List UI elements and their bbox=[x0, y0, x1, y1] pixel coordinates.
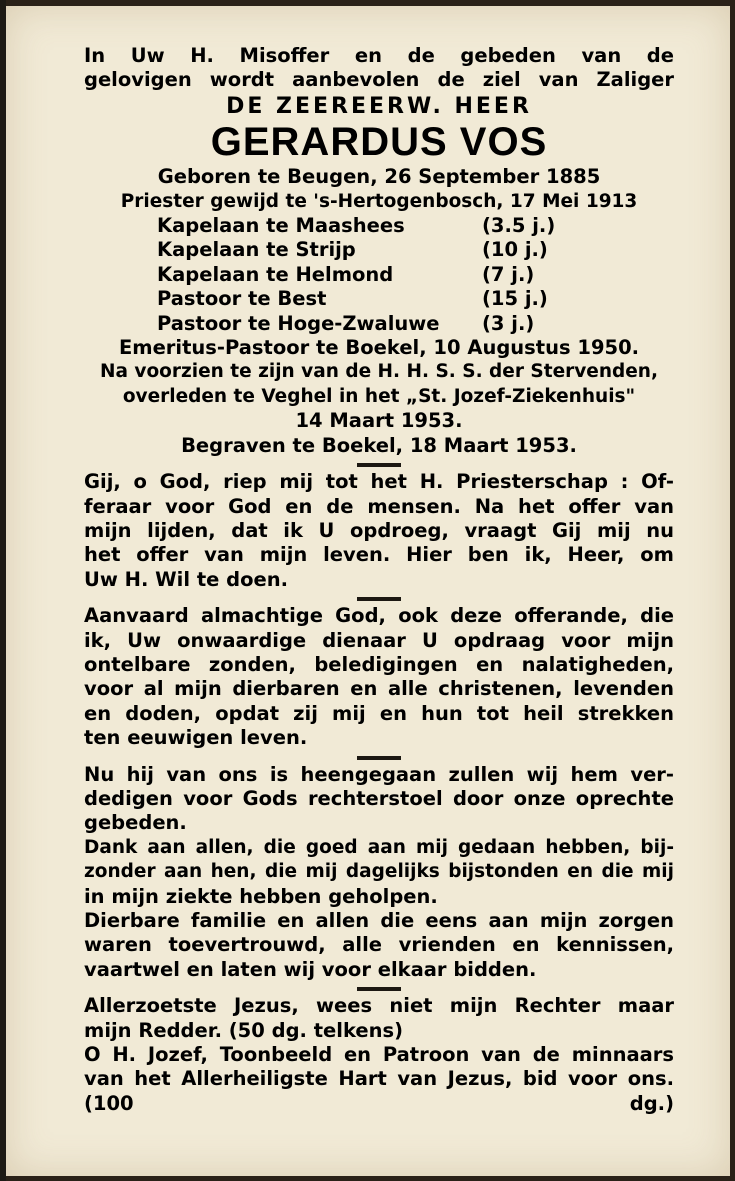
death-line-1: Na voorzien te zijn van de H. H. S. S. der Stervenden, bbox=[100, 361, 658, 383]
ordination-line: Priester gewijd te 's-Hertogenbosch, 17 Mei 1913 bbox=[120, 190, 638, 212]
paragraph-line: zonder aan hen, die mij dagelijks bijstonden en die mij bbox=[84, 861, 674, 883]
paragraph-line: dedigen voor Gods rechterstoel door onze oprechte bbox=[84, 786, 674, 810]
paragraph-line: Dierbare familie en allen die eens aan mijn zorgen bbox=[84, 909, 674, 932]
paragraph-line: vaartwel en laten wij voor elkaar bidden. bbox=[84, 957, 537, 981]
paragraph-line: Aanvaard almachtige God, ook deze offerande, die bbox=[84, 604, 674, 628]
divider bbox=[357, 463, 401, 467]
post-years: (7 j.) bbox=[482, 262, 535, 286]
intro-line-1: In Uw H. Misoffer en de gebeden van de bbox=[84, 44, 674, 67]
card-text bbox=[84, 44, 674, 1116]
burial-line: Begraven te Boekel, 18 Maart 1953. bbox=[181, 433, 577, 457]
post-role: Kapelaan te Helmond bbox=[157, 262, 394, 286]
paragraph-line: het offer van mijn leven. Hier ben ik, Heer, om bbox=[84, 543, 674, 567]
deceased-name: GERARDUS VOS bbox=[210, 120, 548, 165]
intro-line-2: gelovigen wordt aanbevolen de ziel van Zaliger bbox=[84, 68, 674, 92]
prayer-paragraph bbox=[84, 470, 674, 592]
divider bbox=[357, 987, 401, 991]
divider bbox=[357, 756, 401, 760]
paragraph-line: en doden, opdat zij mij en hun tot heil strekken bbox=[84, 701, 674, 725]
post-row bbox=[84, 214, 674, 238]
paragraph-line: Gij, o God, riep mij tot het H. Priesterschap : Of- bbox=[84, 470, 674, 494]
paragraph-line: ik, Uw onwaardige dienaar U opdraag voor mijn bbox=[84, 628, 674, 652]
paragraph-line: Nu hij van ons is heengegaan zullen wij hem ver- bbox=[84, 762, 674, 786]
paragraph-line: ontelbare zonden, beledigingen en nalatigheden, bbox=[84, 652, 674, 676]
paragraph-line: Dank aan allen, die goed aan mij gedaan hebben, bij- bbox=[84, 836, 674, 858]
indulgence-prayers bbox=[84, 994, 674, 1116]
post-role: Pastoor te Hoge-Zwaluwe bbox=[157, 311, 440, 335]
indulgence-note: (100 dg.) bbox=[84, 1091, 674, 1115]
paragraph-line: voor al mijn dierbaren en alle christenen, levenden bbox=[84, 677, 674, 701]
paragraph-line: Uw H. Wil te doen. bbox=[84, 567, 289, 591]
post-row bbox=[84, 263, 674, 287]
honorific-title: DE ZEEREERW. HEER bbox=[226, 93, 532, 119]
paragraph-line: in mijn ziekte hebben geholpen. bbox=[84, 884, 438, 908]
paragraph-line: O H. Jozef, Toonbeeld en Patroon van de minnaars bbox=[84, 1043, 674, 1067]
paragraph-line: mijn lijden, dat ik U opdroeg, vraagt Gij mij nu bbox=[84, 518, 674, 542]
post-row bbox=[84, 238, 674, 262]
paragraph-line: gebeden. bbox=[84, 811, 187, 835]
paragraph-line: van het Allerheiligste Hart van Jezus, bid voor ons. bbox=[84, 1067, 674, 1091]
post-years: (3 j.) bbox=[482, 311, 535, 335]
paragraph-line: mijn Redder. (50 dg. telkens) bbox=[84, 1018, 404, 1042]
paragraph-line: waren toevertrouwd, alle vrienden en kennissen, bbox=[84, 933, 674, 957]
farewell-paragraph bbox=[84, 763, 674, 983]
death-date: 14 Maart 1953. bbox=[295, 409, 463, 433]
paragraph-line: Allerzoetste Jezus, wees niet mijn Rechter maar bbox=[84, 994, 674, 1018]
post-years: (15 j.) bbox=[482, 287, 548, 311]
death-line-2: overleden te Veghel in het „St. Jozef-Ziekenhuis" bbox=[122, 385, 636, 407]
paragraph-line: ten eeuwigen leven. bbox=[84, 726, 308, 750]
offering-paragraph bbox=[84, 604, 674, 750]
divider bbox=[357, 597, 401, 601]
post-years: (10 j.) bbox=[482, 238, 548, 262]
emeritus-line: Emeritus-Pastoor te Boekel, 10 Augustus 1950. bbox=[118, 336, 640, 360]
post-role: Kapelaan te Strijp bbox=[157, 238, 356, 262]
post-years: (3.5 j.) bbox=[482, 214, 556, 238]
post-row bbox=[84, 287, 674, 311]
paragraph-line: feraar voor God en de mensen. Na het offer van bbox=[84, 494, 674, 518]
birth-line: Geboren te Beugen, 26 September 1885 bbox=[157, 165, 601, 189]
post-role: Pastoor te Best bbox=[157, 287, 327, 311]
post-role: Kapelaan te Maashees bbox=[157, 214, 405, 238]
post-row bbox=[84, 312, 674, 336]
